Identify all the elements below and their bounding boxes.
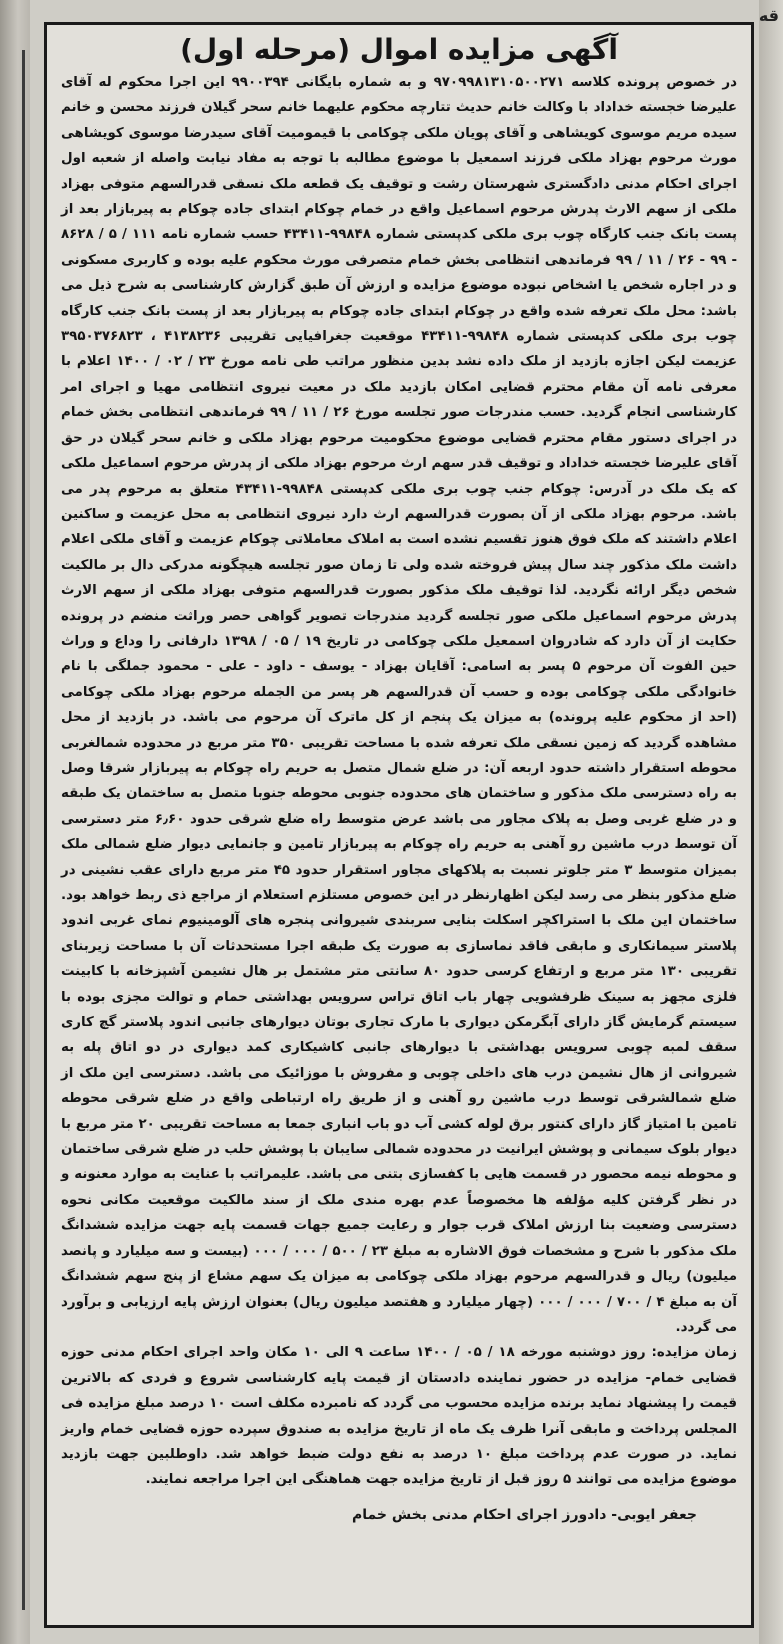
corner-text: قه	[758, 6, 779, 25]
notice-signature: جعفر ایوبی- دادورز اجرای احکام مدنی بخش خمام	[351, 1506, 697, 1523]
notice-title: آگهی مزایده اموال (مرحله اول)	[180, 33, 618, 66]
page-right-edge	[759, 0, 783, 1644]
auction-notice-box	[44, 22, 754, 1628]
notice-paragraph-main: در خصوص پرونده کلاسه ۹۷۰۹۹۸۱۳۱۰۵۰۰۲۷۱ و به شماره بایگانی ۹۹۰۰۳۹۴ این اجرا محکوم له آقای علیرضا خجسته خداداد با وکالت خانم حدیث تتارچه محکوم علیهما خانم سحر گیلان فرزند محسن و خانم سیده مریم موسوی کویشاهی و آقای پویان ملکی چوکامی با قیمومیت آقای سیدرضا موسوی کویشاهی مورث مرحوم بهزاد ملکی فرزند اسمعیل با موضوع مطالبه با توجه به مفاد نیابت واصله از شعبه اول اجرای احکام مدنی دادگستری شهرستان رشت و توقیف یک قطعه ملک نسقی قدرالسهم متوفی بهزاد ملکی از سهم الارث پدرش مرحوم اسماعیل واقع در خمام چوکام ابتدای جاده چوکام به پیربازار بعد از پست بانک جنب کارگاه چوب بری ملکی کدپستی شماره ۹۹۸۴۸-۴۳۴۱۱ حسب شماره نامه ۱۱۱ / ۵ / ۸۶۲۸ - ۹۹ - ۲۶ / ۱۱ / ۹۹ فرماندهی انتظامی بخش خمام متصرفی مورث محکوم علیه بوده و کاربری مسکونی و در اجاره شخص یا اشخاص نبوده موضوع مزایده و ارزش آن طبق گزارش کارشناسی به شرح ذیل می باشد: محل ملک تعرفه شده واقع در چوکام ابتدای جاده چوکام به پیربازار بعد از پست بانک جنب کارگاه چوب بری ملکی کدپستی شماره ۹۹۸۴۸-۴۳۴۱۱ موقعیت جغرافیایی تقریبی ۴۱۳۸۲۳۶ ، ۳۹۵۰۳۷۶۸۲۳ عزیمت لیکن اجازه بازدید از ملک داده نشد بدین منظور مراتب طی نامه مورخ ۲۳ / ۰۲ / ۱۴۰۰ اعلام با معرفی نامه آن مقام محترم قضایی امکان بازدید ملک در معیت نیروی انتظامی مهیا و اجرای امر کارشناسی انجام گردید. حسب مندرجات صور تجلسه مورخ ۲۶ / ۱۱ / ۹۹ فرماندهی انتظامی بخش خمام در اجرای دستور مقام محترم قضایی موضوع محکومیت مرحوم بهزاد ملکی و خانم سحر گیلان در حق آقای علیرضا خجسته خداداد و توقیف قدر سهم ارث مرحوم بهزاد ملکی از پدرش مرحوم اسماعیل ملکی که یک ملک در آدرس: چوکام جنب چوب بری ملکی کدپستی ۹۹۸۴۸-۴۳۴۱۱ متعلق به مرحوم پدر می باشد. مرحوم بهزاد ملکی از آن بصورت قدرالسهم ارث دارد نیروی انتظامی به محل عزیمت و ساکنین اعلام داشتند که ملک فوق هنوز تقسیم نشده است به املاک معاملاتی چوکام عزیمت و آقای ملکی اعلام داشت ملک مذکور چند سال پیش فروخته شده ولی تا زمان صور تجلسه هیچگونه مدرکی دال بر مالکیت شخص دیگر ارائه نگردید. لذا توقیف ملک مذکور بصورت قدرالسهم متوفی بهزاد ملکی از سهم الارث پدرش مرحوم اسماعیل ملکی صور تجلسه گردید مندرجات تصویر گواهی حصر وراثت منضم در پرونده حکایت از آن دارد که شادروان اسمعیل ملکی چوکامی در تاریخ ۱۹ / ۰۵ / ۱۳۹۸ دارفانی را وداع و وراث حین الفوت آن مرحوم ۵ پسر به اسامی: آقایان بهزاد - یوسف - داود - علی - محمود جملگی با نام خانوادگی ملکی چوکامی بوده و حسب آن قدرالسهم هر پسر من الجمله مرحوم بهزاد ملکی چوکامی (احد از محکوم علیه پرونده) به میزان یک پنجم از کل ماترک آن مرحوم می باشد. در بازدید از محل مشاهده گردید که زمین نسقی ملک تعرفه شده با مساحت تقریبی ۳۵۰ متر مربع در محدوده شمالغربی محوطه استقرار داشته حدود اربعه آن: در ضلع شمال متصل به حریم راه چوکام به پیربازار شرقا وصل به راه دسترسی ملک مذکور و ساختمان های محدوده جنوبی محوطه جنوبا متصل به ساختمان یک طبقه و در ضلع غربی وصل به پلاک مجاور می باشد عرض متوسط راه ضلع شرقی حدود ۶٫۶۰ متر دسترسی آن توسط درب ماشین رو آهنی به حریم راه چوکام به پیربازار تامین و جانمایی دیوار ضلع شمالی ملک بمیزان متوسط ۳ متر جلوتر نسبت به پلاکهای مجاور استقرار حدود ۴۵ متر مربع دارای عقب نشینی در ضلع مذکور بنظر می رسد لیکن اظهارنظر در این خصوص مستلزم استعلام از مراجع ذی ربط خواهد بود. ساختمان این ملک با استراکچر اسکلت بنایی سربندی شیروانی پنجره های آلومینیوم نمای غربی اندود پلاستر سیمانکاری و مابقی فاقد نماسازی به صورت یک طبقه اجرا مستحدثات آن با مساحت زیربنای تقریبی ۱۳۰ متر مربع و ارتفاع کرسی حدود ۸۰ سانتی متر مشتمل بر هال نشیمن آشپزخانه با کابینت فلزی مجهز به سینک ظرفشویی چهار باب اتاق تراس سرویس بهداشتی حمام و توالت مجزی بوده با سیستم گرمایش گاز دارای آبگرمکن دیواری با مارک تجاری بوتان دیوارهای جانبی اندود پلاستر گچ کاری سقف لمبه چوبی سرویس بهداشتی با دیوارهای جانبی کاشیکاری کمد دیواری در دو اتاق پله به شیروانی از هال نشیمن درب های داخلی چوبی و مفروش با موزائیک می باشد. دسترسی این ملک از ضلع شمالشرقی توسط درب ماشین رو آهنی و از طریق راه ارتباطی واقع در ضلع شرقی محوطه تامین با امتیاز گاز دارای کنتور برق لوله کشی آب دو باب انباری جمعا به مساحت تقریبی ۲۰ متر مربع با دیوار بلوک سیمانی و پوشش ایرانیت در محدوده شمالی سایبان با پوشش حلب در ضلع شرقی ساختمان و محوطه نیمه محصور در قسمت هایی با کفسازی بتنی می باشد. علیمراتب با عنایت به موارد معنونه و در نظر گرفتن کلیه مؤلفه ها مخصوصاً عدم بهره مندی ملک از سند مالکیت موقعیت مکانی نحوه دسترسی وضعیت بنا ارزش املاک قرب جوار و رعایت جمیع جهات قسمت پایه جهت مزایده ششدانگ ملک مذکور با شرح و مشخصات فوق الاشاره به مبلغ ۲۳ / ۵۰۰ / ۰۰۰ / ۰۰۰ (بیست و سه میلیارد و پانصد میلیون) ریال و قدرالسهم مرحوم بهزاد ملکی چوکامی به میزان یک سهم مشاع از پنج سهم ششدانگ آن به مبلغ ۴ / ۷۰۰ / ۰۰۰ / ۰۰۰ (چهار میلیارد و هفتصد میلیون ریال) بعنوان ارزش پایه ارزیابی و برآورد می گردد.	[61, 75, 738, 1335]
notice-body	[61, 70, 737, 1493]
column-divider-line	[22, 50, 25, 1610]
page-left-edge	[0, 0, 30, 1644]
notice-paragraph-auction-time: زمان مزایده: روز دوشنبه مورخه ۱۸ / ۰۵ / ۱۴۰۰ ساعت ۹ الی ۱۰ مکان واحد اجرای احکام مدنی حوزه قضایی خمام- مزایده در حضور نماینده دادستان از قیمت پایه کارشناسی شروع و فردی که بالاترین قیمت را پیشنهاد نماید برنده مزایده محسوب می گردد که نامبرده مکلف است ۱۰ درصد مبلغ مزایده فی المجلس پرداخت و مابقی آنرا ظرف یک ماه از تاریخ مزایده به صندوق سپرده حوزه قضایی خمام واریز نماید. در صورت عدم پرداخت مبلغ ۱۰ درصد به نفع دولت ضبط خواهد شد. داوطلبین جهت بازدید موضوع مزایده می توانند ۵ روز قبل از تاریخ مزایده جهت هماهنگی این اجرا مراجعه نمایند.	[61, 1345, 738, 1488]
